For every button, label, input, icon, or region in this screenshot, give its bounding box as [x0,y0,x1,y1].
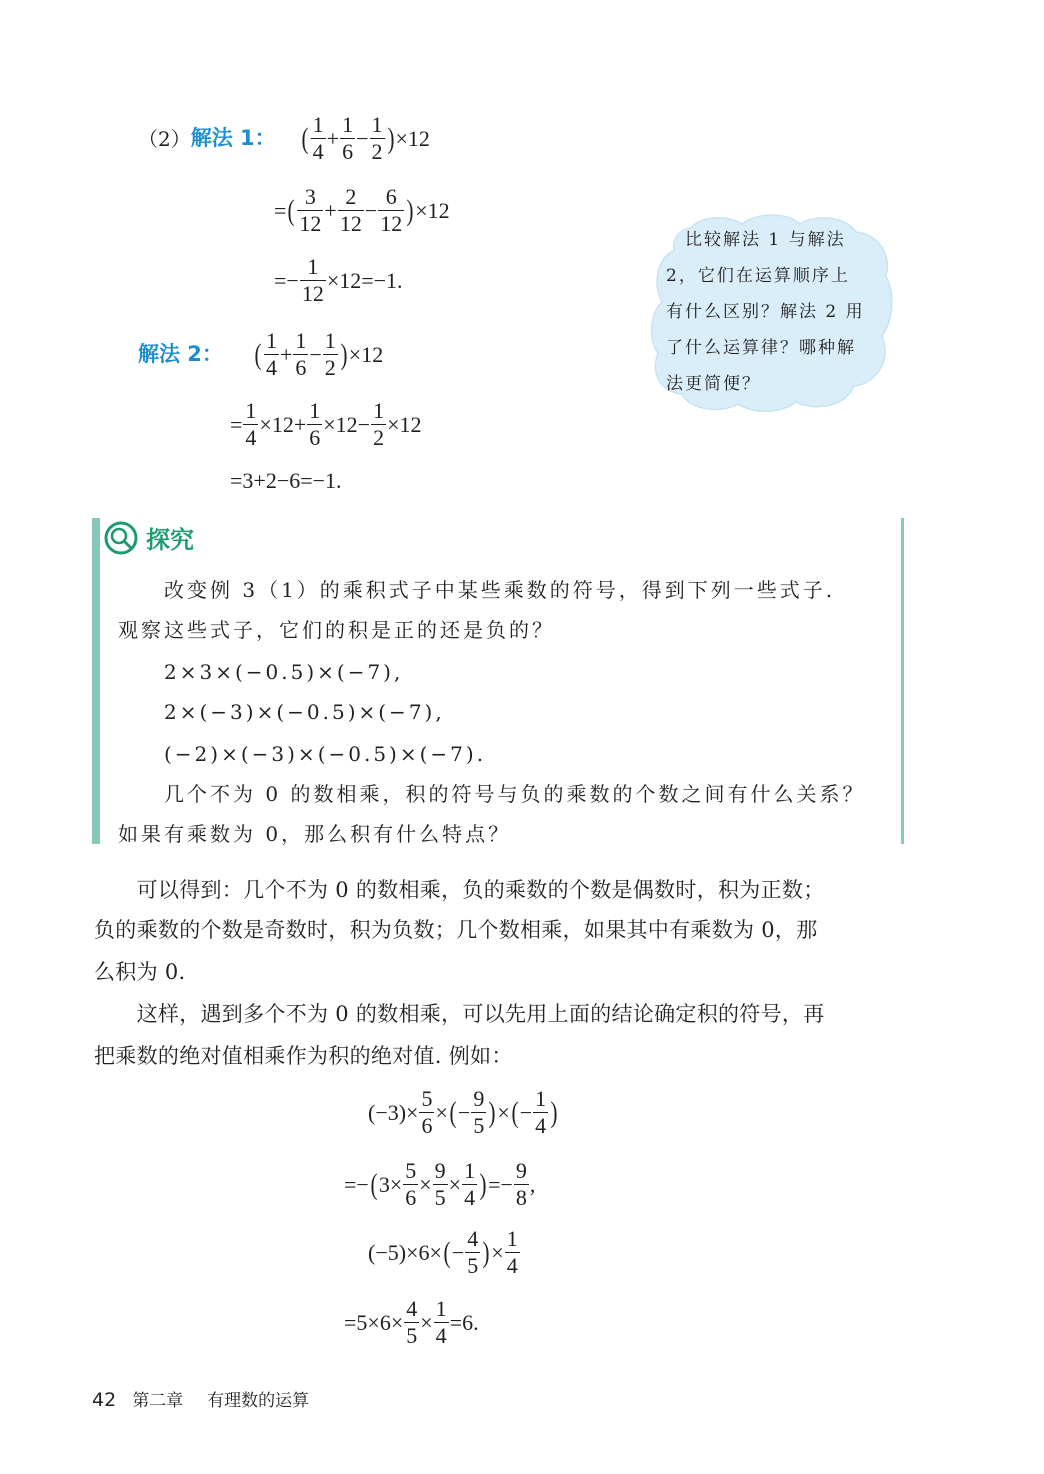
fraction-numerator: 9 [434,1158,446,1183]
fraction-denominator: 2 [373,425,385,450]
fraction-numerator: 1 [324,328,336,353]
operator: × [491,1239,504,1265]
expression-tail: ×12 [395,125,430,151]
explore-title [104,520,194,555]
equals-sign: = [230,411,243,437]
explore-line: 改变例 3（1）的乘积式子中某些乘数的符号，得到下列一些式子. [118,578,836,602]
explore-line: 2×(−3)×(−0.5)×(−7), [118,700,445,724]
equals-sign: =− [344,1171,369,1197]
fraction-denominator: 4 [535,1113,547,1138]
paragraph1-line: 负的乘数的个数是奇数时，积为负数；几个数相乘，如果其中有乘数为 0，那 [94,918,818,942]
paragraph2-line: 把乘数的绝对值相乘作为积的绝对值. 例如： [94,1044,513,1068]
explore-line: 几个不为 0 的数相乘，积的符号与负的乘数的个数之间有什么关系？ [118,782,866,806]
fraction-denominator: 5 [473,1113,485,1138]
fraction-numerator: 5 [421,1086,433,1111]
fraction-numerator: 1 [295,328,307,353]
fraction-denominator: 12 [380,211,403,236]
cloud-line: 比较解法 1 与解法 [666,230,846,250]
fraction-numerator: 1 [371,112,383,137]
paragraph2-line: 这样，遇到多个不为 0 的数相乘，可以先用上面的结论确定积的符号，再 [94,1002,825,1026]
expression-term: =5×6× [344,1309,404,1335]
page-number: 42 [92,1389,117,1411]
fraction-numerator: 1 [245,398,257,423]
solution1-line1: （2） 解法 1： ( $\frac{1}{4}$ + $\frac{1}{6}$ − $\frac{1}{2}$ ) ×12 [138,112,430,164]
fraction-denominator: 12 [299,211,322,236]
solution1-prefix: （2） [138,126,191,151]
expression-term: ×12− [323,411,371,437]
page-footer [92,1386,309,1411]
expression-term: (−5)×6× [368,1239,442,1265]
fraction-numerator: 1 [307,254,319,279]
expression-term: =6. [449,1309,479,1335]
operator: + [326,125,340,151]
chapter-title: 有理数的运算 [207,1391,310,1411]
fraction-denominator: 4 [312,139,324,164]
fraction-numerator: 1 [312,112,324,137]
fraction-denominator: 5 [434,1185,446,1210]
fraction-numerator: 4 [406,1296,418,1321]
fraction-numerator: 9 [515,1158,527,1183]
fraction-denominator: 5 [467,1253,479,1278]
fraction-denominator: 6 [405,1185,417,1210]
paragraph1-line: 可以得到：几个不为 0 的数相乘，负的乘数的个数是偶数时，积为正数； [94,878,825,902]
fraction-denominator: 4 [245,425,257,450]
explore-right-bar [901,518,904,844]
expression-tail: ×12 [348,341,384,367]
punctuation: , [529,1171,536,1197]
operator: − [356,125,369,151]
operator: + [324,197,337,223]
fraction-denominator: 2 [371,139,383,164]
explore-title-text: 探究 [146,526,194,554]
fraction-denominator: 8 [515,1185,527,1210]
fraction-numerator: 2 [345,184,357,209]
fraction-numerator: 1 [373,398,385,423]
solution2-label: 解法 2： [138,342,223,366]
fraction-numerator: 6 [385,184,397,209]
cloud-line: 有什么区别？解法 2 用 [666,302,865,322]
solution1-label: 解法 1： [190,126,276,150]
expression-term: 3× [378,1171,403,1197]
operator: − [364,197,378,223]
fraction-denominator: 12 [301,281,324,306]
fraction-numerator: 1 [535,1086,547,1111]
fraction-numerator: 1 [464,1158,476,1183]
solution1-line3 [274,256,403,305]
cloud-text [666,222,881,402]
equals-sign: = [274,197,287,223]
chapter-label: 第二章 [132,1391,184,1411]
fraction-numerator: 1 [435,1296,447,1321]
fraction-denominator: 4 [464,1185,476,1210]
fraction-numerator: 4 [467,1226,479,1251]
operator: − [519,1099,533,1125]
explore-line: (−2)×(−3)×(−0.5)×(−7). [118,742,487,766]
solution2-line3: =3+2−6=−1. [230,468,342,493]
explore-line: 如果有乘数为 0，那么积有什么特点？ [118,822,512,846]
fraction-denominator: 6 [421,1113,433,1138]
example2-line2 [344,1298,479,1347]
fraction-numerator: 1 [506,1226,518,1251]
operator: × [448,1171,462,1197]
fraction-denominator: 12 [339,211,362,236]
expression-term: ×12+ [259,411,307,437]
cloud-line: 法更简便？ [666,374,761,394]
example1-line1: (−3)× $\frac{5}{6}$ × ( − $\frac{9}{5}$ ) × ( − $\frac{1}{4}$ ) [368,1086,558,1138]
cloud-line: 了什么运算律？哪种解 [666,338,856,358]
fraction-denominator: 2 [324,355,336,380]
operator: × [419,1171,432,1197]
magnifier-icon [104,521,138,555]
solution2-line1: 解法 2： ( $\frac{1}{4}$ + $\frac{1}{6}$ − $\frac{1}{2}$ ) ×12 [138,328,384,380]
operator: − [457,1099,471,1125]
fraction-denominator: 4 [506,1253,518,1278]
fraction-numerator: 5 [405,1158,417,1183]
solution2-line2 [230,400,422,449]
example1-line2: =− ( 3× $\frac{5}{6}$ × $\frac{9}{5}$ × $\frac{1}{4}$ ) =− $\frac{9}{8}$ , [344,1158,536,1210]
operator: − [309,341,322,367]
expression-tail: ×12=−1. [326,267,403,293]
fraction-numerator: 3 [304,184,316,209]
solution1-line2: = ( $\frac{3}{12}$ + $\frac{2}{12}$ − $\frac{6}{12}$ ) ×12 [274,184,450,236]
fraction-numerator: 1 [309,398,321,423]
fraction-denominator: 4 [265,355,277,380]
paragraph1-line: 么积为 0. [94,960,186,984]
operator: × [435,1099,448,1125]
expression-term: (−3)× [368,1099,419,1125]
fraction-denominator: 5 [406,1323,418,1348]
example2-line1: (−5)×6× ( − $\frac{4}{5}$ ) × $\frac{1}{4}$ [368,1226,518,1278]
operator: × [497,1099,510,1125]
fraction-denominator: 6 [295,355,307,380]
equals-sign: =− [488,1171,513,1197]
equals-sign: =− [274,267,299,293]
expression-tail: ×12 [415,197,450,223]
expression-term: ×12 [387,411,422,437]
explore-line: 2×3×(−0.5)×(−7), [118,660,404,684]
fraction-numerator: 9 [473,1086,485,1111]
fraction-numerator: 1 [342,112,354,137]
explore-left-bar [92,518,100,844]
fraction-numerator: 1 [265,328,277,353]
fraction-denominator: 4 [435,1323,447,1348]
fraction-denominator: 6 [309,425,321,450]
fraction-denominator: 6 [342,139,354,164]
operator: × [420,1309,433,1335]
cloud-line: 2，它们在运算顺序上 [666,266,850,286]
operator: − [451,1239,465,1265]
explore-line: 观察这些式子，它们的积是正的还是负的？ [118,618,555,642]
operator: + [279,341,293,367]
